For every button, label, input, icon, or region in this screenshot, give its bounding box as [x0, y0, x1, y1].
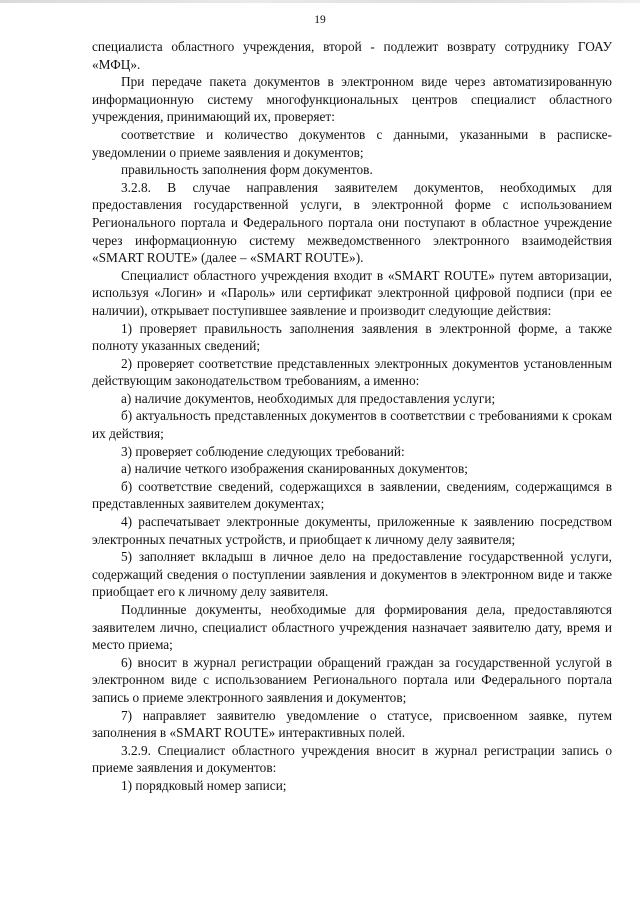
paragraph: 7) направляет заявителю уведомление о статусе, присвоенном заявке, путем заполнения в «SMART ROUTE» интерактивных полей. — [92, 707, 612, 741]
paragraph: 3.2.8. В случае направления заявителем документов, необходимых для предоставления государственной услуги, в электронной форме с использованием Регионального портала и Федерального портала они поступают в областное учреждение через информационную систему межведомственного электронного взаимодействия «SMART ROUTE» (далее – «SMART ROUTE»). — [92, 179, 612, 266]
paragraph: Подлинные документы, необходимые для формирования дела, предоставляются заявителем лично, специалист областного учреждения назначает заявителю дату, время и место приема; — [92, 602, 612, 653]
paragraph: 1) проверяет правильность заполнения заявления в электронной форме, а также полноту указанных сведений; — [92, 320, 612, 354]
paragraph: 2) проверяет соответствие представленных электронных документов установленным действующим законодательством требованиям, а именно: — [92, 355, 612, 389]
paragraph: а) наличие документов, необходимых для предоставления услуги; — [121, 390, 496, 406]
paragraph: б) соответствие сведений, содержащихся в заявлении, сведениям, содержащимся в представленных заявителем документах; — [92, 478, 612, 512]
paragraph: а) наличие четкого изображения сканированных документов; — [121, 461, 468, 477]
paragraph: 6) вносит в журнал регистрации обращений граждан за государственной услугой в электронном виде с использованием Регионального портала или Федерального портала запись о приеме электронного заявления и документов; — [92, 654, 612, 705]
paragraph: б) актуальность представленных документов в соответствии с требованиями к срокам их действия; — [92, 408, 612, 442]
paragraph: 1) порядковый номер записи; — [121, 777, 287, 793]
paragraph: 4) распечатывает электронные документы, приложенные к заявлению посредством электронных печатных устройств, и приобщает к личному делу заявителя; — [92, 514, 612, 547]
page-number: 19 — [314, 14, 326, 26]
paragraph: соответствие и количество документов с данными, указанными в расписке-уведомлении о приеме заявления и документов; — [92, 126, 612, 160]
paragraph: При передаче пакета документов в электронном виде через автоматизированную информационную систему многофункциональных центров специалист областного учреждения, принимающий их, проверяет: — [92, 74, 612, 125]
paragraph: правильность заполнения форм документов. — [121, 162, 373, 178]
paragraph: 3) проверяет соблюдение следующих требований: — [121, 443, 405, 459]
scan-edge-artifact — [0, 0, 640, 3]
paragraph: 5) заполняет вкладыш в личное дело на предоставление государственной услуги, содержащий сведения о поступлении заявления и документов в электронном виде и также приобщает его к личному делу заявителя. — [92, 549, 612, 600]
document-body — [92, 38, 612, 795]
paragraph: 3.2.9. Специалист областного учреждения вносит в журнал регистрации запись о приеме заявления и документов: — [92, 742, 612, 776]
paragraph: специалиста областного учреждения, второй - подлежит возврату сотруднику ГОАУ «МФЦ». — [92, 39, 612, 72]
paragraph: Специалист областного учреждения входит в «SMART ROUTE» путем авторизации, используя «Логин» и «Пароль» или сертификат электронной цифровой подписи (при ее наличии), открывает поступившее заявление и производит следующие действия: — [92, 267, 612, 318]
